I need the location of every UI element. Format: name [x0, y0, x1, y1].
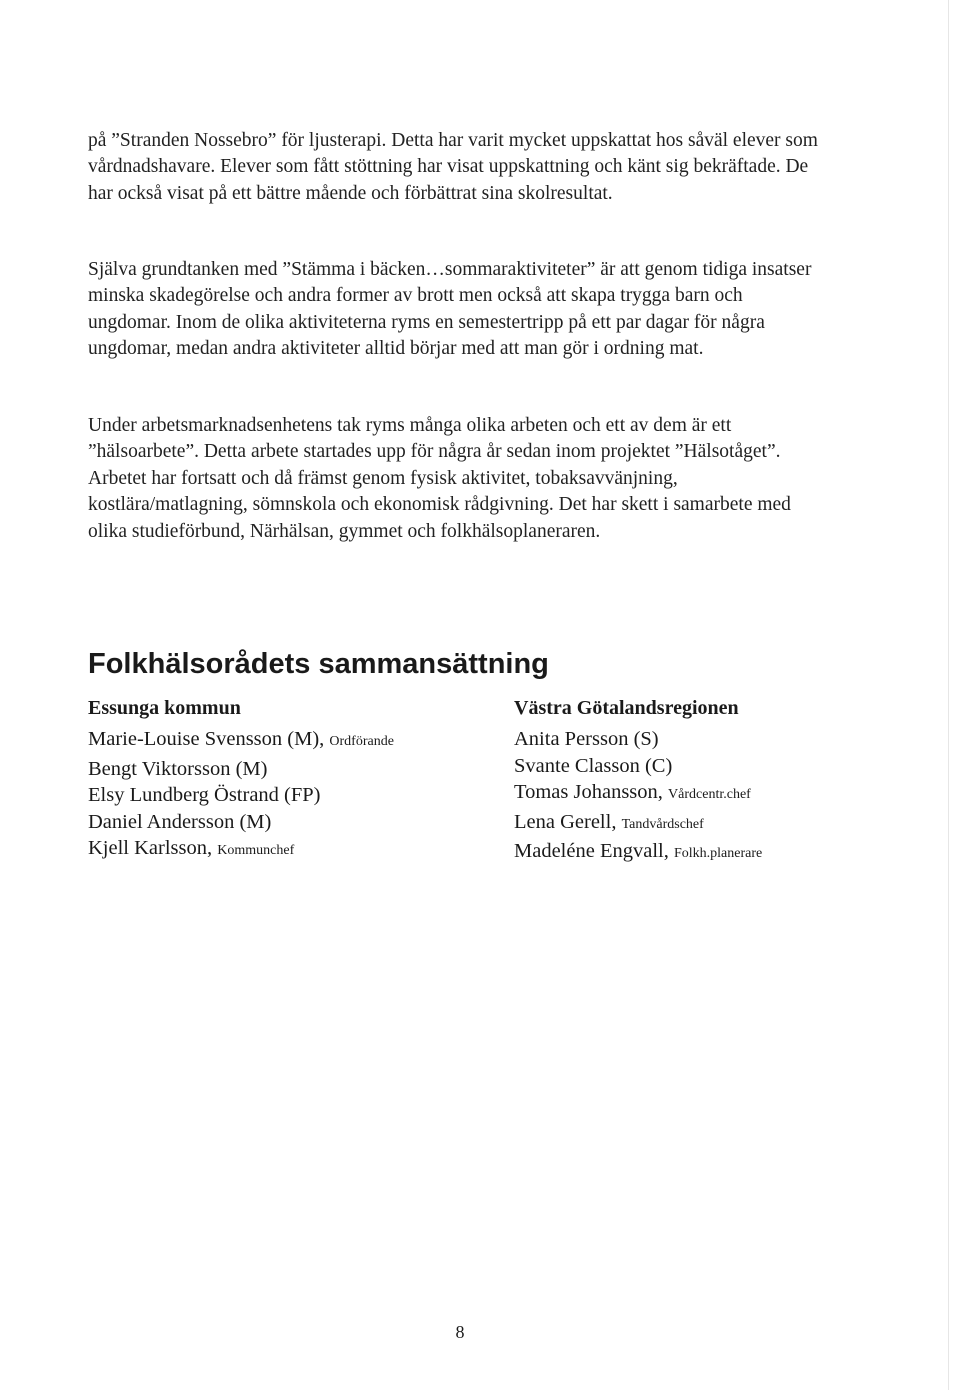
member-item [514, 753, 914, 780]
member-item [514, 726, 914, 753]
member-item [514, 779, 914, 809]
member-name: Daniel Andersson (M) [88, 810, 272, 833]
vgr-heading: Västra Götalandsregionen [514, 697, 739, 719]
scan-edge-line [948, 0, 949, 1390]
member-name: Madeléne Engvall, [514, 840, 669, 863]
member-role: Vårdcentr.chef [668, 787, 751, 803]
essunga-member-list [88, 726, 508, 865]
member-item [88, 726, 508, 756]
member-item [88, 809, 508, 836]
essunga-kommun-column [88, 692, 508, 865]
member-name: Bengt Viktorsson (M) [88, 757, 268, 780]
member-item [88, 782, 508, 809]
member-role: Ordförande [329, 734, 394, 749]
member-item [88, 756, 508, 783]
paragraph-stamma-i-backen: Själva grundtanken med ”Stämma i bäcken…sommaraktiviteter” är att genom tidiga insatser minska skadegörelse och andra former av brott men också att skapa trygga barn och ungdomar. Inom de olika aktiviteterna ryms en semestertripp på ett par dagar för några ungdomar, medan andra aktiviteter alltid börjar med att man gör i ordning mat. [88, 259, 812, 360]
member-item [514, 809, 914, 839]
member-item [88, 835, 508, 865]
member-name: Svante Classon (C) [514, 754, 673, 777]
essunga-kommun-heading: Essunga kommun [88, 697, 241, 719]
vastra-gotalandsregionen-column [514, 692, 914, 868]
member-name: Tomas Johansson, [514, 781, 663, 804]
paragraph-ljusterapi: på ”Stranden Nossebro” för ljusterapi. Detta har varit mycket uppskattat hos såväl elever som vårdnadshavare. Elever som fått stöttning har visat uppskattning och känt sig bekräftade. De har också visat på ett bättre mående och förbättrat sina skolresultat. [88, 130, 818, 204]
section-title: Folkhälsorådets sammansättning [88, 648, 549, 680]
member-name: Marie-Louise Svensson (M), [88, 728, 325, 750]
member-role: Kommunchef [217, 843, 295, 859]
member-role: Folkh.planerare [673, 846, 763, 862]
member-name: Elsy Lundberg Östrand (FP) [88, 784, 321, 807]
member-name: Kjell Karlsson, [88, 837, 213, 860]
page-number: 8 [455, 1322, 465, 1342]
member-name: Lena Gerell, [514, 810, 617, 833]
member-item [514, 838, 914, 868]
member-name: Anita Persson (S) [514, 728, 659, 750]
paragraph-halsoarbete: Under arbetsmarknadsenhetens tak ryms många olika arbeten och ett av dem är ett ”hälsoarbete”. Detta arbete startades upp för några år sedan inom projektet ”Hälsotåget”. Arbetet har fortsatt och då främst genom fysisk aktivitet, tobaksavvänjning, kostlära/matlagning, sömnskola och ekonomisk rådgivning. Det har skett i samarbete med olika studieförbund, Närhälsan, gymmet och folkhälsoplaneraren. [88, 415, 791, 542]
vgr-member-list [514, 726, 914, 868]
member-role: Tandvårdschef [621, 816, 704, 832]
